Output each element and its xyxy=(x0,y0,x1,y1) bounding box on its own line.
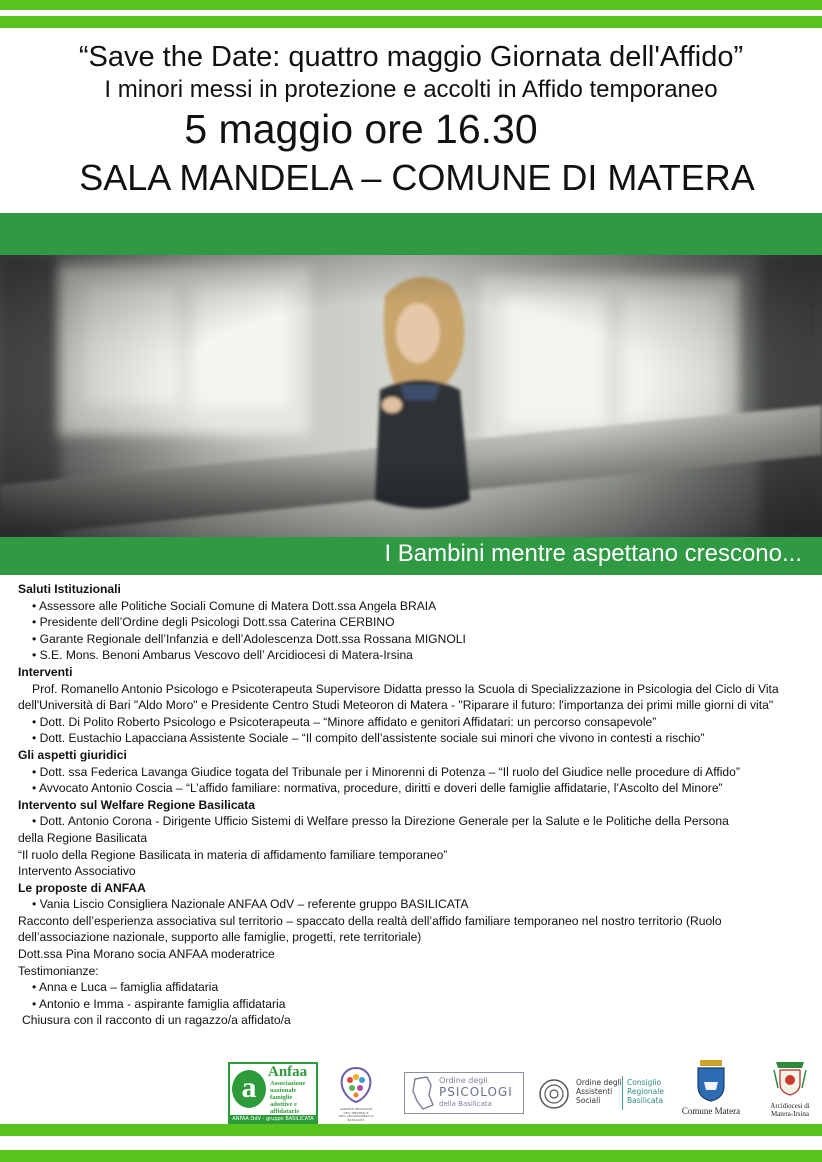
assistenti-line: Assistenti xyxy=(576,1087,613,1096)
comune-crest-icon xyxy=(694,1058,728,1102)
header xyxy=(0,38,822,201)
green-banner-top xyxy=(0,213,822,255)
event-title: “Save the Date: quattro maggio Giornata dell'Affido” xyxy=(78,41,744,73)
garante-emblem-icon xyxy=(334,1064,378,1104)
assistenti-divider xyxy=(622,1076,623,1110)
list-item: • Antonio e Imma - aspirante famiglia affidataria xyxy=(18,996,808,1013)
list-item: • Anna e Luca – famiglia affidataria xyxy=(18,979,808,996)
anfaa-sub-line: nazionale xyxy=(270,1087,297,1094)
text-line: Testimonianze: xyxy=(18,963,99,978)
list-item: • Avvocato Antonio Coscia – “L’affido familiare: normativa, procedure, diritti e doveri delle famiglie affidatarie, l’Ascolto del Minore” xyxy=(18,780,808,797)
bottom-band-1 xyxy=(0,1124,822,1136)
event-subtitle: I minori messi in protezione e accolti in Affido temporaneo xyxy=(104,76,718,103)
list-item: • Garante Regionale dell’Infanzia e dell’Adolescenza Dott.ssa Rossana MIGNOLI xyxy=(18,631,808,648)
list-item: • Dott. ssa Federica Lavanga Giudice togata del Tribunale per i Minorenni di Potenza – “Il ruolo del Giudice nelle procedure di Affido” xyxy=(18,764,808,781)
bottom-band-2 xyxy=(0,1150,822,1162)
comune-caption: Comune Matera xyxy=(681,1106,741,1116)
list-item: • Assessore alle Politiche Sociali Comune di Matera Dott.ssa Angela BRAIA xyxy=(18,598,808,615)
assistenti-right-text xyxy=(627,1078,664,1105)
program xyxy=(18,581,808,1029)
arcidiocesi-line: Matera-Irsina xyxy=(770,1110,810,1118)
text-line: “Il ruolo della Regione Basilicata in materia di affidamento familiare temporaneo” xyxy=(18,847,448,862)
text-line: Intervento Associativo xyxy=(18,864,136,879)
top-band-2 xyxy=(0,16,822,28)
section-heading: Intervento sul Welfare Regione Basilicata xyxy=(18,797,256,812)
assistenti-emblem-icon xyxy=(538,1078,570,1110)
child-at-window-illustration xyxy=(0,255,822,537)
tagline: I Bambini mentre aspettano crescono... xyxy=(384,540,802,567)
basilicata-map-icon xyxy=(409,1075,435,1111)
arcidiocesi-caption xyxy=(760,1102,820,1118)
list-item: • S.E. Mons. Benoni Ambarus Vescovo dell’ Arcidiocesi di Matera-Irsina xyxy=(18,647,808,664)
section-heading: Interventi xyxy=(18,664,73,679)
hero-photo xyxy=(0,255,822,537)
anfaa-logo xyxy=(228,1062,318,1126)
assistenti-line: Regionale xyxy=(627,1087,664,1096)
arcidiocesi-logo xyxy=(760,1058,820,1124)
anfaa-sub-line: affidatarie xyxy=(270,1108,300,1115)
psicologi-line: Ordine degli xyxy=(439,1076,488,1085)
garante-caption: GARANTE REGIONALE DELL'INFANZIA E DELL'ADOLESCENZA DI BASILICATA xyxy=(338,1107,374,1122)
anfaa-sub-line: famiglie xyxy=(270,1094,293,1101)
assistenti-line: Consiglio xyxy=(627,1078,662,1087)
list-item: • Vania Liscio Consigliera Nazionale ANFAA OdV – referente gruppo BASILICATA xyxy=(18,896,808,913)
top-band-1 xyxy=(0,0,822,10)
paragraph: Prof. Romanello Antonio Psicologo e Psicoterapeuta Supervisore Didatta presso la Scuola di Specializzazione in Psicologia del Ciclo di Vita dell'Università di Bari "Aldo Moro" e Presidente Centro Studi Meteoron di Matera - "Riparare il futuro: l'importanza dei primi mille giorni di vita" xyxy=(18,681,779,713)
paragraph: Racconto dell’esperienza associativa sul territorio – spaccato della realtà dell’affido familiare temporaneo nel nostro territorio (Ruolo dell’associazione nazionale, supporto alle famiglie, progetti, rete territoriale) xyxy=(18,913,722,945)
list-item: • Dott. Eustachio Lapacciana Assistente Sociale – “Il compito dell’assistente sociale sui minori che vivono in contesti a rischio” xyxy=(18,730,808,747)
list-item: • Dott. Di Polito Roberto Psicologo e Psicoterapeuta – “Minore affidato e genitori Affidatari: un percorso consapevole” xyxy=(18,714,808,731)
tagline-bar xyxy=(0,537,822,575)
assistenti-line: Sociali xyxy=(576,1096,601,1105)
section-heading: Saluti Istituzionali xyxy=(18,582,121,596)
psicologi-logo xyxy=(404,1072,524,1114)
list-item: • Presidente dell’Ordine degli Psicologi Dott.ssa Caterina CERBINO xyxy=(18,614,808,631)
assistenti-left-text xyxy=(576,1078,622,1105)
anfaa-title: Anfaa xyxy=(268,1064,308,1080)
section-heading: Gli aspetti giuridici xyxy=(18,747,127,762)
text-line: Dott.ssa Pina Morano socia ANFAA moderatrice xyxy=(18,947,275,962)
comune-matera-logo xyxy=(678,1058,744,1120)
anfaa-sub-line: Associazione xyxy=(270,1080,306,1087)
assistenti-line: Basilicata xyxy=(627,1096,664,1105)
assistenti-sociali-logo xyxy=(538,1076,666,1112)
assistenti-line: Ordine degli xyxy=(576,1078,622,1087)
arcidiocesi-coat-icon xyxy=(770,1058,810,1098)
anfaa-subtitle xyxy=(270,1080,305,1115)
arcidiocesi-line: Arcidiocesi di xyxy=(770,1102,810,1110)
psicologi-line: PSICOLOGI xyxy=(439,1085,513,1099)
event-datetime: 5 maggio ore 16.30 xyxy=(184,106,538,152)
text-line: della Regione Basilicata xyxy=(18,830,148,845)
anfaa-sub-line: adottive e xyxy=(270,1101,297,1108)
event-venue: SALA MANDELA – COMUNE DI MATERA xyxy=(79,157,755,198)
anfaa-a-icon: a xyxy=(232,1070,266,1108)
anfaa-footer: ANFAA OdV - gruppo BASILICATA xyxy=(230,1115,316,1124)
partner-logos xyxy=(224,1058,822,1124)
psicologi-line: della Basilicata xyxy=(439,1100,492,1108)
section-heading: Le proposte di ANFAA xyxy=(18,880,146,895)
list-item: • Dott. Antonio Corona - Dirigente Ufficio Sistemi di Welfare presso la Direzione Generale per la Salute e le Politiche della Persona xyxy=(18,813,808,830)
text-line: Chiusura con il racconto di un ragazzo/a affidato/a xyxy=(22,1013,291,1028)
garante-logo xyxy=(334,1064,378,1120)
designer-credit: Designer: Vania Liscio xyxy=(810,278,816,338)
